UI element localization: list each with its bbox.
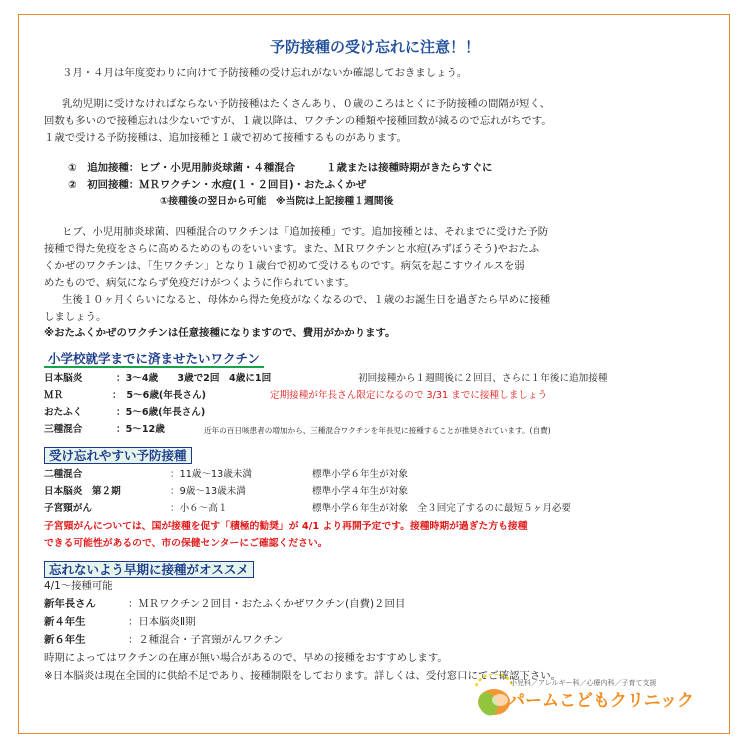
- intro-line: ３月・４月は年度変わりに向けて予防接種の受け忘れがないか確認しておきましょう。: [62, 67, 468, 79]
- vaccine-name: ＭＲ: [44, 390, 64, 401]
- vaccine-age: ：5〜6歳(年長さん): [116, 407, 206, 418]
- list-item-initial: ② 初回接種：ＭＲワクチン・水痘(１・２回目)・おたふくかぜ: [68, 179, 367, 191]
- vaccine-age: ： 5〜6歳(年長さん): [112, 390, 207, 401]
- hpv-warning-line: できる可能性があるので、市の保健センターにご確認ください。: [44, 538, 328, 549]
- intro-paragraph-line: 回数も多いので接種忘れは少ないですが、１歳以降は、ワクチンの種類や接種回数が減るので忘れがちです。: [44, 115, 552, 127]
- vaccine-name: 日本脳炎: [44, 373, 83, 384]
- japanese-encephalitis-note: ※日本脳炎は現在全国的に供給不足であり、接種制限をしております。詳しくは、受付窓口にてご確認下さい。: [44, 670, 562, 682]
- vaccine-note: 初回接種から１週間後に２回目、さらに１年後に追加接種: [358, 373, 608, 384]
- section-heading-often-missed: 受け忘れやすい予防接種: [44, 447, 192, 464]
- grade-name: 新年長さん: [44, 598, 96, 610]
- vaccine-name: 子宮頸がん: [44, 503, 92, 514]
- vaccine-note: 標準小学４年生が対象: [312, 486, 408, 497]
- hpv-warning-line: 子宮頸がんについては、国が接種を促す「積極的勧奨」が 4/1 より再開予定です。接種時期が過ぎた方も接種: [44, 521, 528, 532]
- vaccine-age: ：11歳〜13歳未満: [170, 469, 252, 480]
- vaccine-note: 定期接種が年長さん限定になるので 3/31 までに接種しましょう: [270, 390, 548, 401]
- page-title: 予防接種の受け忘れに注意！！: [269, 38, 480, 56]
- vaccine-name: 日本脳炎 第２期: [44, 486, 121, 497]
- list-note: ①接種後の翌日から可能 ※当院は上記接種１週間後: [160, 196, 394, 207]
- explanation-line: ヒブ、小児用肺炎球菌、四種混合のワクチンは「追加接種」です。追加接種とは、それまでに受けた予防: [62, 226, 549, 238]
- explanation-line: 生後１０ヶ月くらいになると、母体から得た免疫がなくなるので、１歳のお誕生日を過ぎたら早めに接種: [62, 294, 551, 306]
- explanation-line: 接種で得た免疫をさらに高めるためのものをいいます。また、ＭＲワクチンと水痘(みずぼうそう)やおたふ: [44, 243, 540, 255]
- clinic-tagline: 小児科／アレルギー科／心療内科／子育て支援: [510, 679, 657, 687]
- vaccine-note: 標準小学６年生が対象 全３回完了するのに最短５ヶ月必要: [312, 503, 572, 514]
- explanation-line: くかぜのワクチンは、「生ワクチン」となり１歳台で初めて受けるものです。病気を起こすウイルスを弱: [44, 260, 525, 272]
- grade-vaccines: ：２種混合・子宮頸がんワクチン: [128, 634, 284, 646]
- grade-name: 新６年生: [44, 634, 86, 646]
- grade-name: 新４年生: [44, 616, 86, 628]
- vaccine-note: 標準小学６年生が対象: [312, 469, 408, 480]
- explanation-line: しましょう。: [44, 311, 107, 323]
- explanation-line: めたもので、病気にならず免疫だけがつくように作られています。: [44, 277, 355, 289]
- vaccine-name: おたふく: [44, 407, 83, 418]
- vaccine-age: ：小６〜高１: [170, 503, 228, 514]
- stock-note: 時期によってはワクチンの在庫が無い場合があるので、早めの接種をおすすめします。: [44, 652, 448, 664]
- intro-paragraph-line: 乳幼児期に受けなければならない予防接種はたくさんあり、０歳のころはとくに予防接種の間隔が短く、: [62, 98, 551, 110]
- mumps-fee-note: ※おたふくかぜのワクチンは任意接種になりますので、費用がかかります。: [44, 327, 396, 339]
- vaccine-name: 三種混合: [44, 424, 83, 435]
- vaccine-age: ：3〜4歳 3歳で2回 4歳に1回: [116, 373, 272, 384]
- grade-vaccines: ：ＭＲワクチン２回目・おたふくかぜワクチン(自費)２回目: [128, 598, 406, 610]
- intro-paragraph-line: １歳で受ける予防接種は、追加接種と１歳で初めて接種するものがあります。: [44, 132, 407, 144]
- vaccine-name: 二種混合: [44, 469, 83, 480]
- vaccine-age: ：9歳〜13歳未満: [170, 486, 246, 497]
- vaccine-age: ：5〜12歳: [116, 424, 165, 435]
- clinic-name: パームこどもクリニック: [508, 691, 694, 711]
- list-item-additional: ① 追加接種：ヒブ・小児用肺炎球菌・４種混合 １歳または接種時期がきたらすぐに: [68, 162, 493, 174]
- grade-vaccines: ：日本脳炎Ⅱ期: [128, 616, 196, 628]
- section-heading-early-recommended: 忘れないよう早期に接種がオススメ: [44, 561, 254, 578]
- available-from: 4/1〜接種可能: [44, 580, 113, 592]
- vaccine-note: 近年の百日咳患者の増加から、三種混合ワクチンを年長児に接種することが推奨されています。(自費): [204, 426, 551, 435]
- clinic-logo: [468, 674, 718, 724]
- section-heading-before-school: 小学校就学までに済ませたいワクチン: [44, 351, 264, 368]
